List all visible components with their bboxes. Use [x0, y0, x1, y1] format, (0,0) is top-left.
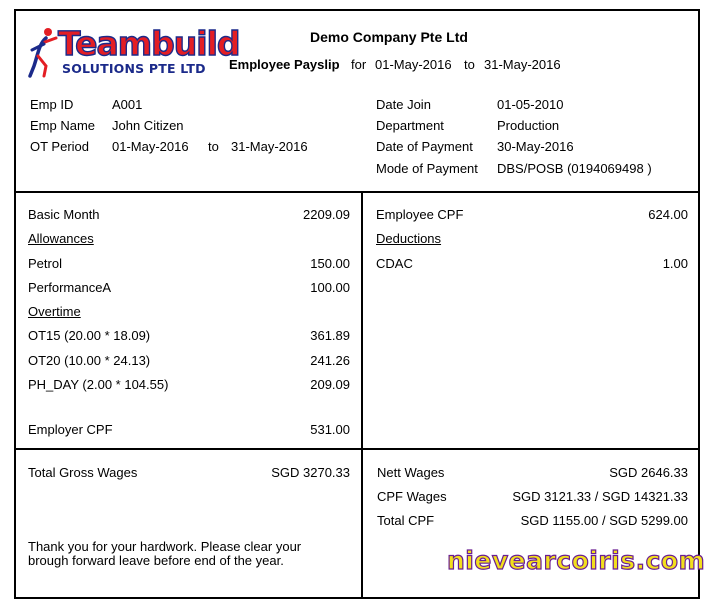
basic-month-label: Basic Month: [28, 207, 100, 222]
watermark: nievearcoiris.com: [447, 546, 706, 575]
overtime-label: OT15 (20.00 * 18.09): [28, 328, 151, 343]
note-line-2: brough forward leave before end of the year.: [28, 553, 284, 568]
date-payment-label: Date of Payment: [376, 139, 473, 154]
deductions-heading: Deductions: [376, 231, 442, 246]
overtime-value: 361.89: [310, 328, 350, 343]
nett-wages-value: SGD 2646.33: [609, 465, 688, 480]
emp-name-value: John Citizen: [112, 118, 184, 133]
allowance-label: PerformanceA: [28, 280, 112, 295]
divider-totals: [14, 448, 700, 450]
emp-id-value: A001: [112, 97, 143, 112]
overtime-value: 209.09: [310, 377, 350, 392]
allowance-label: Petrol: [28, 256, 62, 271]
overtime-label: OT20 (10.00 * 24.13): [28, 353, 151, 368]
payslip-title: Employee Payslip: [229, 57, 340, 72]
emp-id-label: Emp ID: [30, 97, 74, 112]
basic-month-value: 2209.09: [303, 207, 350, 222]
payslip-period-to: 31-May-2016: [484, 57, 561, 72]
allowance-value: 100.00: [310, 280, 350, 295]
employee-cpf-label: Employee CPF: [376, 207, 464, 222]
divider-header: [14, 191, 700, 193]
total-cpf-value: SGD 1155.00 / SGD 5299.00: [520, 513, 688, 528]
date-join-value: 01-05-2010: [497, 97, 564, 112]
department-label: Department: [376, 118, 444, 133]
date-join-label: Date Join: [376, 97, 431, 112]
company-name: Demo Company Pte Ltd: [310, 29, 468, 45]
ot-period-from: 01-May-2016: [112, 139, 189, 154]
overtime-heading: Overtime: [28, 304, 81, 319]
gross-wages-label: Total Gross Wages: [28, 465, 138, 480]
date-payment-value: 30-May-2016: [497, 139, 574, 154]
employer-cpf-value: 531.00: [310, 422, 350, 437]
logo-subtitle: SOLUTIONS PTE LTD: [62, 61, 206, 76]
cpf-wages-label: CPF Wages: [377, 489, 447, 504]
payment-mode-value: DBS/POSB (0194069498 ): [497, 161, 652, 176]
department-value: Production: [497, 118, 560, 133]
payslip-to: to: [464, 57, 475, 72]
overtime-value: 241.26: [310, 353, 350, 368]
employer-cpf-label: Employer CPF: [28, 422, 113, 437]
employee-cpf-value: 624.00: [648, 207, 688, 222]
ot-period-to: 31-May-2016: [231, 139, 308, 154]
deduction-label: CDAC: [376, 256, 413, 271]
emp-name-label: Emp Name: [30, 118, 96, 133]
overtime-label: PH_DAY (2.00 * 104.55): [28, 377, 169, 392]
ot-period-to-word: to: [208, 139, 219, 154]
cpf-wages-value: SGD 3121.33 / SGD 14321.33: [512, 489, 688, 504]
allowances-heading: Allowances: [28, 231, 94, 246]
runner-figure-icon: [26, 26, 60, 78]
payment-mode-label: Mode of Payment: [376, 161, 478, 176]
allowance-value: 150.00: [310, 256, 350, 271]
nett-wages-label: Nett Wages: [377, 465, 445, 480]
payslip-for: for: [351, 57, 367, 72]
gross-wages-value: SGD 3270.33: [271, 465, 350, 480]
note-line-1: Thank you for your hardwork. Please clear your: [28, 539, 302, 554]
payslip-period-from: 01-May-2016: [375, 57, 452, 72]
divider-vertical: [361, 191, 363, 599]
total-cpf-label: Total CPF: [377, 513, 435, 528]
ot-period-label: OT Period: [30, 139, 90, 154]
deduction-value: 1.00: [662, 256, 688, 271]
logo-wordmark: Teambuild: [58, 24, 240, 63]
